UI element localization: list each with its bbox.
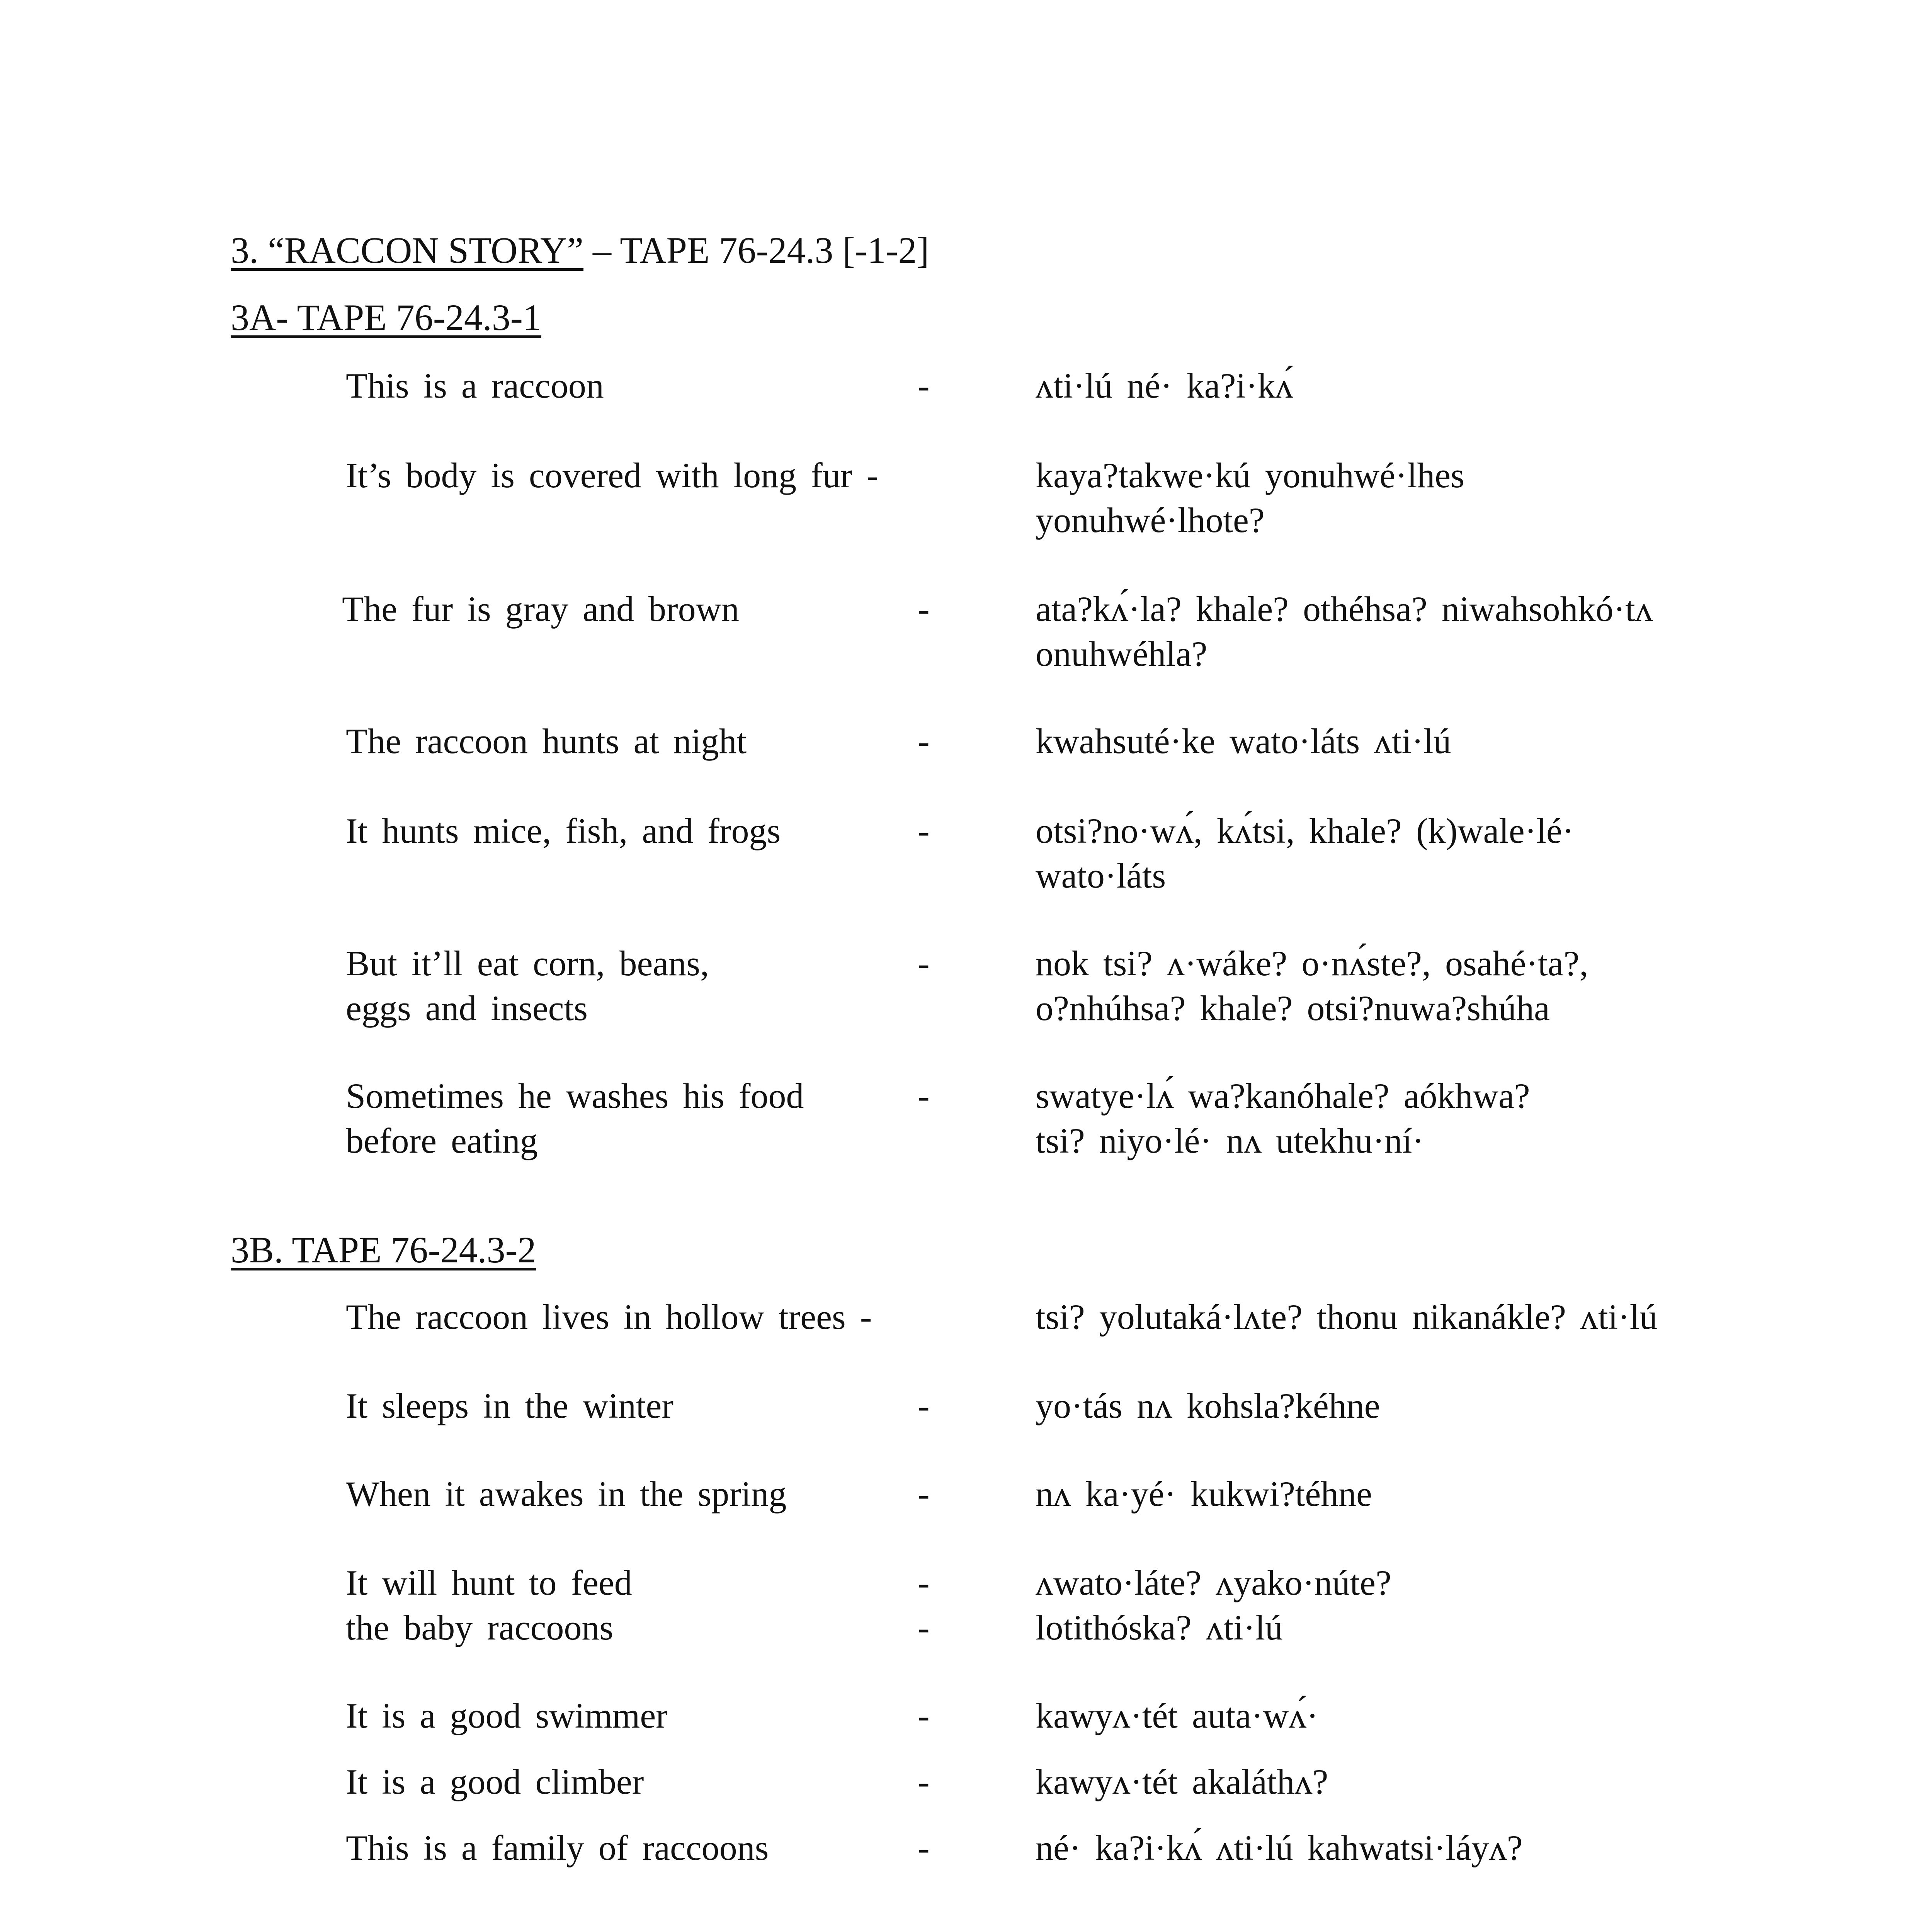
separator-dash: -	[918, 721, 930, 761]
document-title	[231, 227, 929, 274]
english-text: It is a good climber	[346, 1762, 644, 1801]
english-text: The raccoon hunts at night	[346, 721, 747, 761]
mohawk-text: swatye·lʌ́ wa?kanóhale? aókhwa? tsi? niyo·lé· nʌ utekhu·ní·	[1036, 1076, 1530, 1160]
mohawk-text: yo·tás nʌ kohsla?kéhne	[1036, 1386, 1380, 1425]
english-text: It hunts mice, fish, and frogs	[346, 811, 781, 850]
mohawk-text: nʌ ka·yé· kukwi?téhne	[1036, 1474, 1372, 1514]
english-text: It is a good swimmer	[346, 1696, 668, 1735]
english-text: This is a raccoon	[346, 366, 604, 405]
english-text: The raccoon lives in hollow trees -	[346, 1297, 872, 1337]
mohawk-text: otsi?no·wʌ́, kʌ́tsi, khale? (k)wale·lé· wato·láts	[1036, 811, 1574, 895]
separator-dash: - -	[918, 1563, 930, 1647]
separator-dash: -	[918, 589, 930, 629]
separator-dash: -	[918, 811, 930, 850]
english-text: It will hunt to feed the baby raccoons	[346, 1563, 632, 1647]
english-text: When it awakes in the spring	[346, 1474, 787, 1514]
mohawk-text: né· ka?i·kʌ́ ʌti·lú kahwatsi·láyʌ?	[1036, 1828, 1523, 1867]
section-a-heading: 3A- TAPE 76-24.3-1	[231, 297, 541, 338]
separator-dash: -	[918, 1386, 930, 1425]
separator-dash: -	[918, 944, 930, 983]
mohawk-text: tsi? yolutaká·lʌte? thonu nikanákle? ʌti·lú	[1036, 1297, 1658, 1337]
mohawk-text: ʌti·lú né· ka?i·kʌ́	[1036, 366, 1293, 405]
english-text: It’s body is covered with long fur -	[346, 456, 879, 495]
english-text: But it’ll eat corn, beans, eggs and insects	[346, 944, 709, 1028]
english-text: Sometimes he washes his food before eating	[346, 1076, 804, 1160]
separator-dash: -	[918, 1696, 930, 1735]
separator-dash: -	[918, 1762, 930, 1801]
mohawk-text: kwahsuté·ke wato·láts ʌti·lú	[1036, 721, 1451, 761]
mohawk-text: ata?kʌ́·la? khale? othéhsa? niwahsohkó·tʌ onuhwéhla?	[1036, 589, 1653, 673]
mohawk-text: ʌwato·láte? ʌyako·núte? lotithóska? ʌti·lú	[1036, 1563, 1391, 1647]
story-title: 3. “RACCON STORY”	[231, 230, 583, 271]
english-text: It sleeps in the winter	[346, 1386, 674, 1425]
english-text: This is a family of raccoons	[346, 1828, 769, 1867]
separator-dash: -	[918, 366, 930, 405]
separator-dash: -	[918, 1076, 930, 1116]
section-b-heading: 3B. TAPE 76-24.3-2	[231, 1229, 536, 1270]
mohawk-text: kaya?takwe·kú yonuhwé·lhes yonuhwé·lhote?	[1036, 456, 1464, 540]
mohawk-text: kawyʌ·tét auta·wʌ́·	[1036, 1696, 1318, 1735]
separator-dash: -	[918, 1828, 930, 1867]
mohawk-text: nok tsi? ʌ·wáke? o·nʌ́ste?, osahé·ta?, o?nhúhsa? khale? otsi?nuwa?shúha	[1036, 944, 1588, 1028]
separator-dash: -	[918, 1474, 930, 1514]
mohawk-text: kawyʌ·tét akaláthʌ?	[1036, 1762, 1328, 1801]
english-text: The fur is gray and brown	[342, 589, 740, 629]
tape-reference: – TAPE 76-24.3 [-1-2]	[583, 230, 929, 271]
